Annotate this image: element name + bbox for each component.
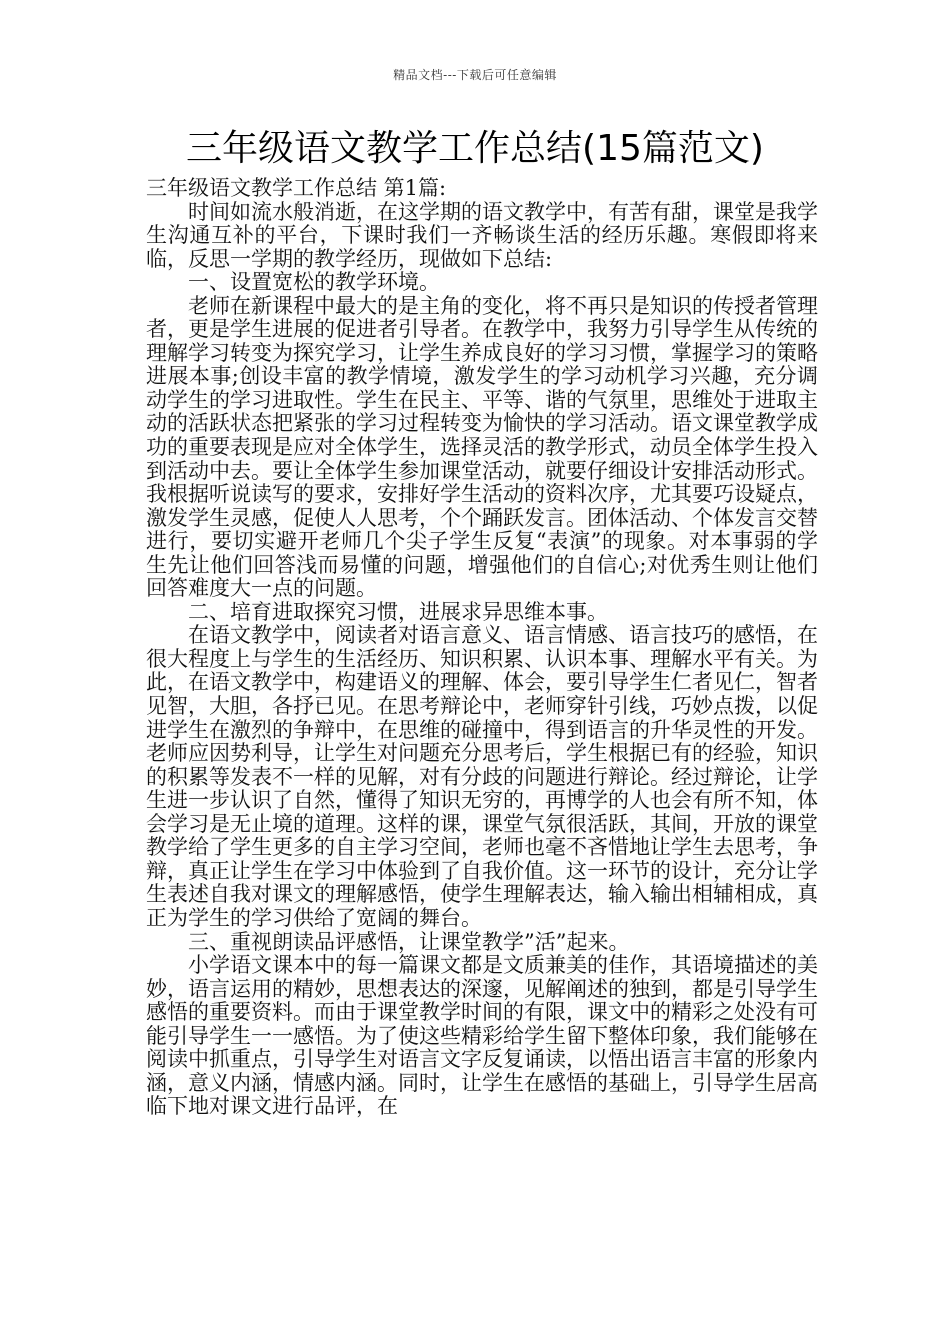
document-body bbox=[146, 177, 818, 1119]
document-title: 三年级语文教学工作总结(15篇范文) bbox=[186, 128, 764, 169]
section-heading: 三年级语文教学工作总结 第1篇: bbox=[146, 176, 447, 200]
heading-section-3: 三、重视朗读品评感悟，让课堂教学”活”起来。 bbox=[188, 929, 630, 954]
heading-section-1: 一、设置宽松的教学环境。 bbox=[188, 270, 440, 295]
paragraph-intro: 时间如流水般消逝，在这学期的语文教学中，有苦有甜，课堂是我学生沟通互补的平台，下课时我们一齐畅谈生活的经历乐趣。寒假即将来临，反思一学期的教学经历，现做如下总结: bbox=[146, 199, 818, 271]
paragraph-section-2: 在语文教学中，阅读者对语言意义、语言情感、语言技巧的感悟，在很大程度上与学生的生活经历、知识积累、认识本事、理解水平有关。为此，在语文教学中，构建语义的理解、体会，要引导学生仁者见仁，智者见智，大胆，各抒已见。在思考辩论中，老师穿针引线，巧妙点拨，以促进学生在激烈的争辩中，在思维的碰撞中，得到语言的升华灵性的开发。老师应因势利导，让学生对问题充分思考后，学生根据已有的经验，知识的积累等发表不一样的见解，对有分歧的问题进行辩论。经过辩论，让学生进一步认识了自然，懂得了知识无穷的，再博学的人也会有所不知，体会学习是无止境的道理。这样的课，课堂气氛很活跃，其间，开放的课堂教学给了学生更多的自主学习空间，老师也毫不吝惜地让学生去思考，争辩，真正让学生在学习中体验到了自我价值。这一环节的设计，充分让学生表述自我对课文的理解感悟，使学生理解表达，输入输出相辅相成，真正为学生的学习供给了宽阔的舞台。 bbox=[146, 623, 818, 930]
heading-section-2: 二、培育进取探究习惯，进展求异思维本事。 bbox=[188, 599, 608, 624]
paragraph-section-1: 老师在新课程中最大的是主角的变化，将不再只是知识的传授者管理者，更是学生进展的促进者引导者。在教学中，我努力引导学生从传统的理解学习转变为探究学习，让学生养成良好的学习习惯，掌握学习的策略进展本事;创设丰富的教学情境，激发学生的学习动机学习兴趣，充分调动学生的学习进取性。学生在民主、平等、谐的气氛里，思维处于进取主动的活跃状态把紧张的学习过程转变为愉快的学习活动。语文课堂教学成功的重要表现是应对全体学生，选择灵活的教学形式，动员全体学生投入到活动中去。要让全体学生参加课堂活动，就要仔细设计安排活动形式。我根据听说读写的要求，安排好学生活动的资料次序，尤其要巧设疑点，激发学生灵感，促使人人思考，个个踊跃发言。团体活动、个体发言交替进行，要切实避开老师几个尖子学生反复“表演”的现象。对本事弱的学生先让他们回答浅而易懂的问题，增强他们的自信心;对优秀生则让他们回答难度大一点的问题。 bbox=[146, 293, 818, 601]
header-note: 精品文档---下载后可任意编辑 bbox=[393, 68, 557, 82]
paragraph-section-3: 小学语文课本中的每一篇课文都是文质兼美的佳作，其语境描述的美妙，语言运用的精妙，思想表达的深邃，见解阐述的独到，都是引导学生感悟的重要资料。而由于课堂教学时间的有限，课文中的精彩之处没有可能引导学生一一感悟。为了使这些精彩给学生留下整体印象，我们能够在阅读中抓重点，引导学生对语言文字反复诵读，以悟出语言丰富的形象内涵，意义内涵，情感内涵。同时，让学生在感悟的基础上，引导学生居高临下地对课文进行品评，在 bbox=[146, 953, 818, 1119]
